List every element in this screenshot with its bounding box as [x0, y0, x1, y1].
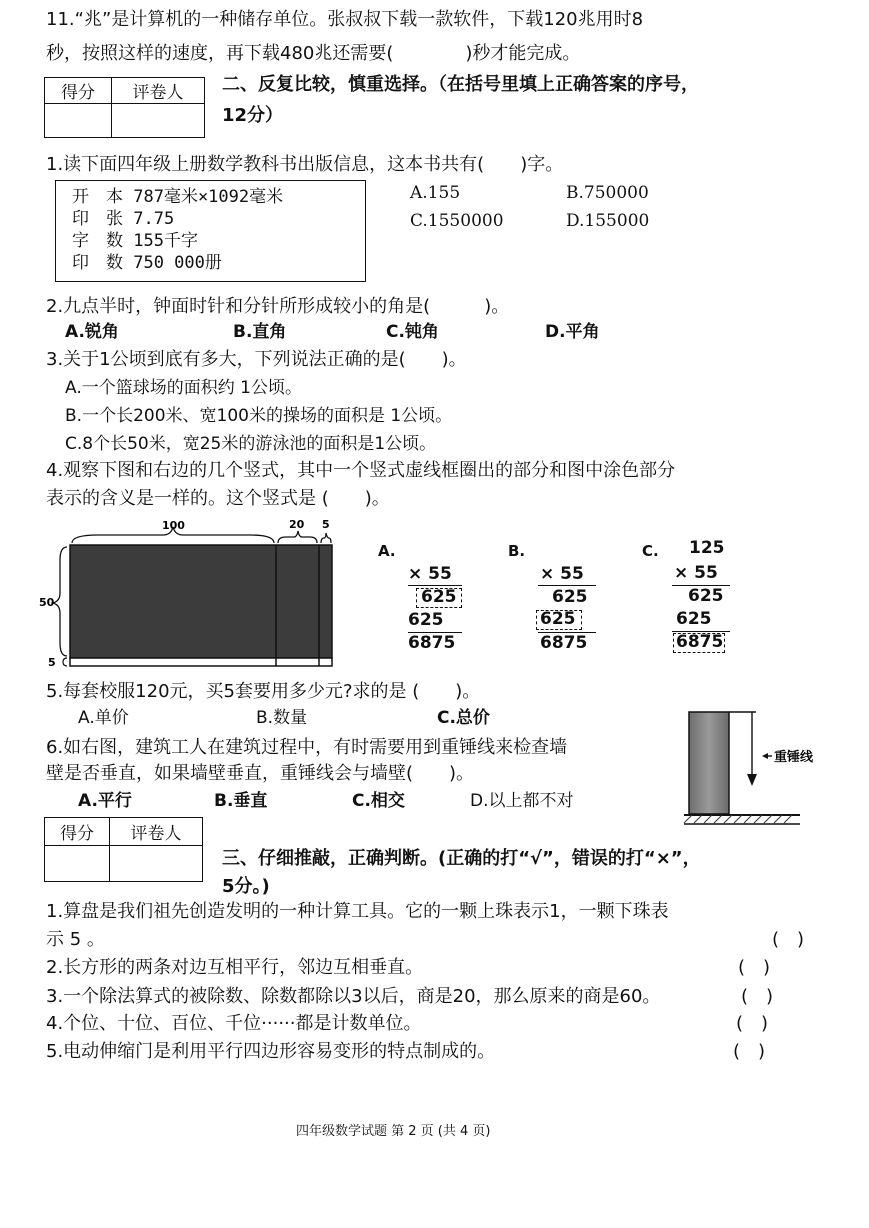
label-5: 5	[322, 518, 330, 531]
calc-b-label: B.	[508, 542, 526, 560]
s2q1-option-c[interactable]: C.1550000	[410, 211, 504, 231]
section3-title-line2: 5分。)	[222, 876, 270, 897]
area-model-figure	[38, 515, 343, 673]
plumb-line-figure	[680, 706, 830, 828]
s2q2-option-b[interactable]: B.直角	[233, 322, 287, 342]
grader-label: 评卷人	[112, 78, 205, 104]
info-line: 印 张 7.75	[72, 209, 175, 229]
label-left-5: 5	[48, 656, 56, 669]
calc-a[interactable]	[378, 540, 498, 660]
s2q2-option-a[interactable]: A.锐角	[65, 322, 119, 342]
info-line: 开 本 787毫米×1092毫米	[72, 187, 284, 207]
grader-cell[interactable]	[110, 846, 203, 882]
calc-b-row1: 625	[552, 587, 588, 607]
s2q2-option-c[interactable]: C.钝角	[386, 322, 439, 342]
s2q5-option-a[interactable]: A.单价	[78, 708, 129, 728]
s2q6-option-b[interactable]: B.垂直	[214, 791, 268, 811]
s2q1-option-b[interactable]: B.750000	[566, 183, 649, 203]
calc-b-result: 6875	[540, 633, 588, 653]
s2q1-option-a[interactable]: A.155	[410, 183, 461, 203]
score-cell[interactable]	[45, 104, 112, 138]
score-label: 得分	[45, 818, 110, 846]
publication-info	[72, 186, 283, 274]
s2q2-text: 2.九点半时，钟面时针和分针所形成较小的角是( )。	[46, 296, 510, 317]
q11-line1: 11.“兆”是计算机的一种储存单位。张叔叔下载一款软件，下载120兆用时8	[46, 9, 644, 30]
s2q6-line2: 壁是否垂直，如果墙壁垂直，重锤线会与墙壁( )。	[46, 763, 475, 784]
calc-c-result: 6875	[676, 632, 724, 652]
score-table-1	[44, 77, 205, 138]
s2q5-option-b[interactable]: B.数量	[256, 708, 308, 728]
info-line: 印 数 750 000册	[72, 253, 222, 273]
page-footer: 四年级数学试题 第 2 页 (共 4 页)	[296, 1124, 491, 1139]
s2q3-option-a[interactable]: A.一个篮球场的面积约 1公顷。	[65, 378, 302, 398]
s3q3-answer-paren[interactable]: ( )	[741, 986, 774, 1007]
calc-c[interactable]	[642, 538, 762, 662]
s3q4-answer-paren[interactable]: ( )	[736, 1013, 769, 1034]
brace-50	[53, 547, 67, 656]
plumb-bob	[747, 774, 757, 786]
q11-line2: 秒，按照这样的速度，再下载480兆还需要( )秒才能完成。	[46, 43, 581, 64]
s2q4-line2: 表示的含义是一样的。这个竖式是 ( )。	[46, 488, 390, 509]
s2q3-text: 3.关于1公顷到底有多大，下列说法正确的是( )。	[46, 349, 467, 370]
calc-c-row2: 625	[676, 609, 712, 629]
s3q4-text: 4.个位、十位、百位、千位······都是计数单位。	[46, 1013, 422, 1034]
calc-c-label: C.	[642, 542, 659, 560]
s2q6-option-a[interactable]: A.平行	[78, 791, 132, 811]
calc-c-row1: 625	[688, 586, 724, 606]
s3q5-answer-paren[interactable]: ( )	[733, 1041, 766, 1062]
grader-label: 评卷人	[110, 818, 203, 846]
s2q4-line1: 4.观察下图和右边的几个竖式，其中一个竖式虚线框圈出的部分和图中涂色部分	[46, 460, 676, 481]
s2q5-option-c[interactable]: C.总价	[437, 708, 490, 728]
brace-left-5	[63, 658, 67, 666]
s2q1-option-d[interactable]: D.155000	[566, 211, 650, 231]
calc-b-multiplier: × 55	[540, 564, 584, 584]
plumb-line-label: 重锤线	[774, 750, 814, 765]
s2q6-line1: 6.如右图，建筑工人在建筑过程中，有时需要用到重锤线来检查墙	[46, 737, 568, 758]
unshaded-strip	[70, 658, 332, 666]
calc-a-label: A.	[378, 542, 396, 560]
s3q5-text: 5.电动伸缩门是利用平行四边形容易变形的特点制成的。	[46, 1041, 496, 1062]
grader-cell[interactable]	[112, 104, 205, 138]
s3q3-text: 3.一个除法算式的被除数、除数都除以3以后，商是20，那么原来的商是60。	[46, 986, 661, 1007]
calc-a-row1: 625	[421, 587, 457, 607]
shaded-region	[70, 545, 332, 658]
s3q1-answer-paren[interactable]: ( )	[772, 929, 805, 950]
label-20: 20	[289, 518, 305, 531]
s2q2-option-d[interactable]: D.平角	[545, 322, 600, 342]
s2q3-option-c[interactable]: C.8个长50米，宽25米的游泳池的面积是1公顷。	[65, 434, 437, 454]
calc-b-row2: 625	[540, 609, 576, 629]
calc-a-result: 6875	[408, 633, 456, 653]
section2-title: 二、反复比较，慎重选择。（在括号里填上正确答案的序号，	[222, 74, 699, 95]
calc-b[interactable]	[508, 540, 628, 660]
wall	[689, 712, 729, 814]
brace-5	[321, 533, 331, 543]
section3-title: 三、仔细推敲，正确判断。(正确的打“√”，错误的打“×”，	[222, 848, 701, 869]
s2q6-option-d[interactable]: D.以上都不对	[470, 791, 574, 811]
calc-a-row2: 625	[408, 610, 444, 630]
s2q5-text: 5.每套校服120元，买5套要用多少元?求的是 ( )。	[46, 681, 481, 702]
info-line: 字 数 155千字	[72, 231, 198, 251]
s3q2-answer-paren[interactable]: ( )	[738, 957, 771, 978]
s3q1-line1: 1.算盘是我们祖先创造发明的一种计算工具。它的一颗上珠表示1，一颗下珠表	[46, 901, 669, 922]
section2-title-line2: 12分）	[222, 105, 284, 126]
s3q1-line2: 示 5 。	[46, 929, 105, 950]
s2q6-option-c[interactable]: C.相交	[352, 791, 405, 811]
score-label: 得分	[45, 78, 112, 104]
calc-a-multiplier: × 55	[408, 564, 452, 584]
calc-c-top: 125	[689, 538, 725, 558]
score-cell[interactable]	[45, 846, 110, 882]
s2q1-text: 1.读下面四年级上册数学教科书出版信息，这本书共有( )字。	[46, 154, 564, 175]
label-50: 50	[39, 596, 55, 609]
label-100: 100	[162, 519, 185, 532]
s3q2-text: 2.长方形的两条对边互相平行，邻边互相垂直。	[46, 957, 424, 978]
s2q3-option-b[interactable]: B.一个长200米、宽100米的操场的面积是 1公顷。	[65, 406, 453, 426]
score-table-2	[44, 817, 203, 882]
brace-20	[278, 531, 317, 543]
calc-c-multiplier: × 55	[674, 563, 718, 583]
